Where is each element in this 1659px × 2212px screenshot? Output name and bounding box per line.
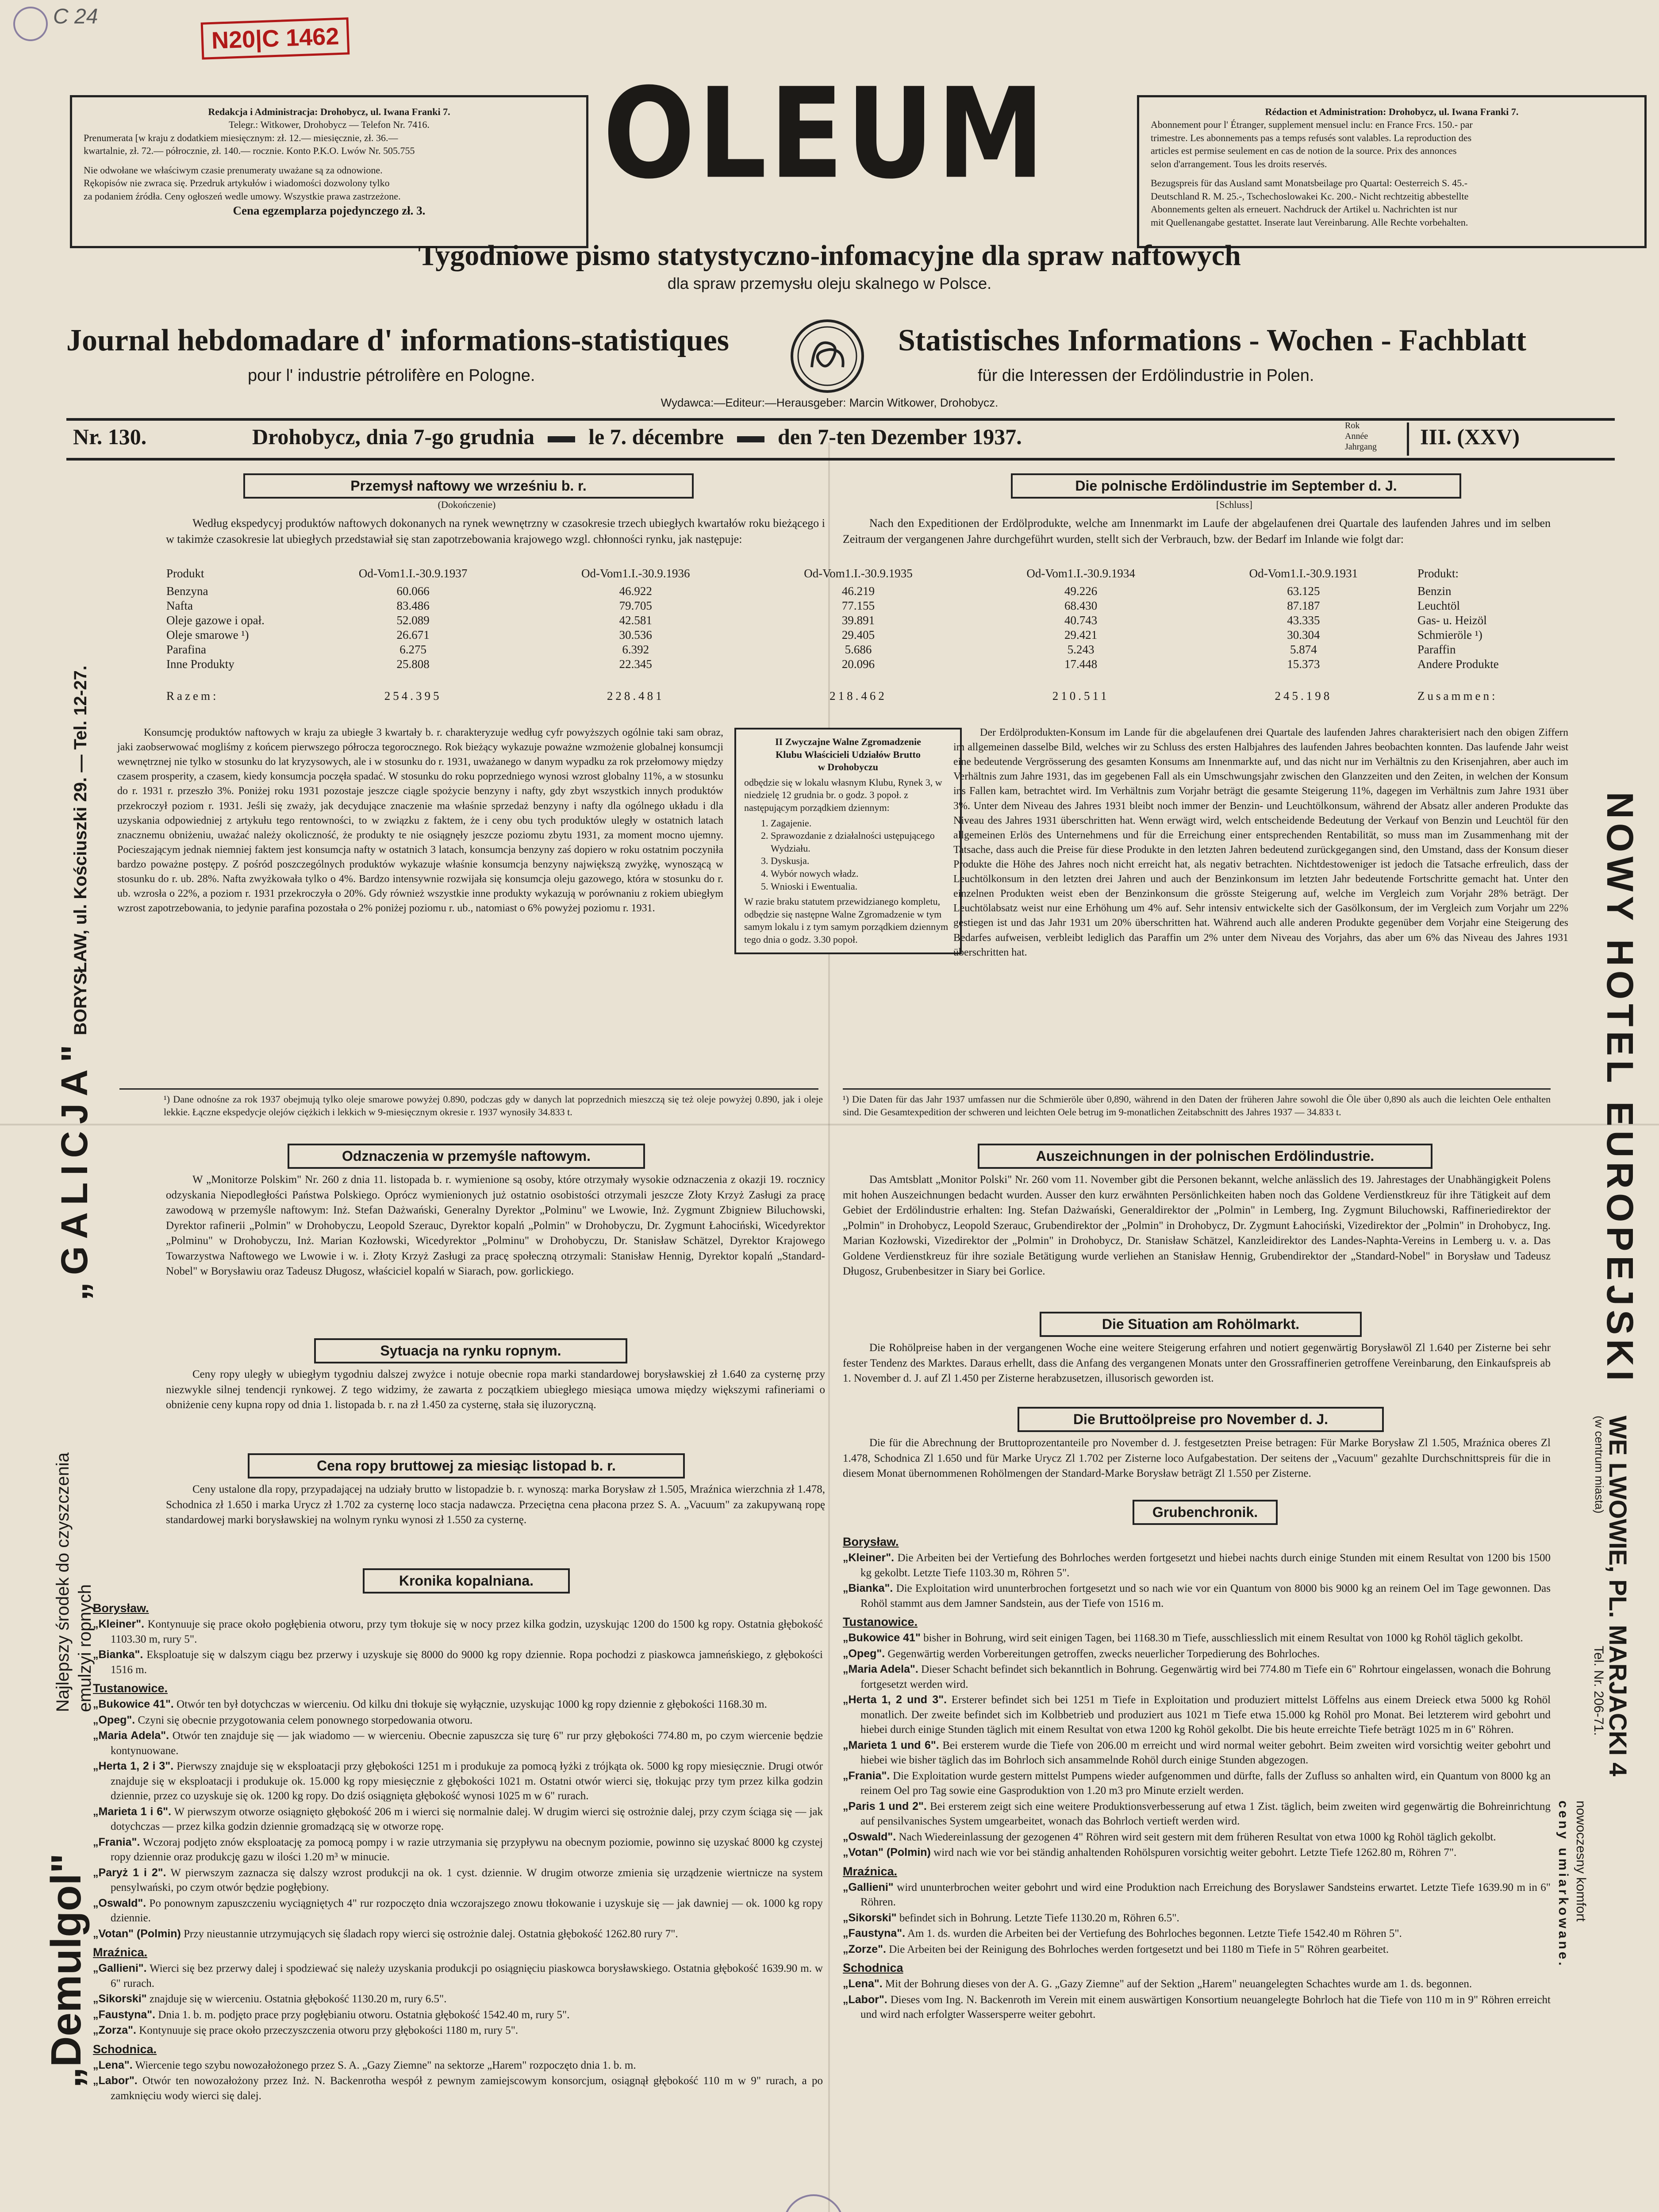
chronicle-section-heading: Mraźnica.: [843, 1864, 898, 1878]
chronicle-entry-text: Kontynuuje się prace około pogłębienia otworu, przy tym tłokuje się w nocy przez kilka godzin, uzyskując 1200 do 1500 kg ropy. Ostatnia głębokość 1103.30 m, rury 5".: [111, 1618, 823, 1645]
continued-label-right: [Schluss]: [1216, 499, 1252, 510]
chronicle-entry: [843, 1926, 1551, 1941]
table-cell: 218.462: [830, 689, 887, 703]
price-text-de: [843, 1436, 1551, 1485]
table-cell: 83.486: [396, 599, 430, 612]
chronicle-entry-text: Otwór ten był dotychczas w wierceniu. Od kilku dni tłokuje się wyłącznie, uzyskując 1000 kg ropy dziennie z głębokości 1168.30 m.: [177, 1698, 767, 1710]
chronicle-entry-text: Otwór ten znajduje się — jak wiadomo — w wierceniu. Obecnie zapuszcza się turę 6" rur przy głębokości 774.80 m, po czym wiercenie będzie kontynuowane.: [111, 1730, 823, 1757]
chronicle-entry-text: Nach Wiedereinlassung der gezogenen 4" Röhren wird seit gestern mit dem früheren Resultat von etwa 1000 kg Rohöl täglich gekolbt.: [899, 1831, 1496, 1843]
list-item: 1. Zagajenie.: [771, 817, 952, 830]
table-cell: 5.686: [845, 643, 872, 656]
table-cell: 29.405: [841, 628, 875, 641]
chronicle-entry-text: Dieses vom Ing. N. Backenroth im Verein mit einem auswärtigen Konsortium neuangelegte Bohrloch hat die Tiefe von 110 m in 9" Röhren erreicht und wird nach erfolgter Wassersperre weiter gebohrt.: [860, 1993, 1551, 2020]
mine-chronicle-de: [843, 1531, 1551, 2212]
chronicle-entry-text: Dnia 1. b. m. podjęto prace przy pogłębianiu otworu. Ostatnia głębokość 1542.40 m, rury 5".: [158, 2008, 570, 2021]
table-cell: 20.096: [841, 657, 875, 671]
info-line: Telegr.: Witkower, Drohobycz — Telefon Nr. 7416.: [229, 119, 430, 131]
chronicle-well-name: „Frania".: [843, 1769, 890, 1782]
chronicle-entry: [93, 2074, 823, 2103]
footnote-rule-right: [843, 1088, 1551, 1090]
info-line: trimestre. Les abonnements pas a temps refusés sont valables. La reproduction des: [1151, 132, 1472, 143]
ad-hotel-address: WE LWOWIE, PL. MARJACKI 4: [1604, 1416, 1632, 1777]
fold-line-vertical: [828, 442, 830, 2212]
chronicle-entry: [93, 1713, 823, 1728]
table-header: Produkt: [166, 567, 204, 580]
heading-price-pl: Cena ropy bruttowej za miesiąc listopad b. r.: [248, 1453, 685, 1479]
ad-demulgol: „Demulgol": [42, 1853, 90, 2088]
chronicle-entry-text: W pierwszym otworze osiągnięto głębokość 206 m i wierci się normalnie dalej. W drugim wierci się ostrożnie dalej, przy czym ściąga się — jak dotychczas — przez kilka godzin dziennie gromadzącą się w otworze ropę.: [111, 1805, 823, 1832]
chronicle-well-name: „Maria Adela".: [93, 1729, 169, 1742]
info-line: Bezugspreis für das Ausland samt Monatsbeilage pro Quartal: Oesterreich S. 45.-: [1151, 177, 1468, 189]
table-cell: 22.345: [619, 657, 652, 671]
table-cell: Zusammen:: [1417, 689, 1498, 703]
paragraph: Ceny ropy uległy w ubiegłym tygodniu dalszej zwyżce i notuje obecnie ropa marki standardowej borysławskiej zł 1.640 za cysternę przy niezwykle silnej tendencji rynkowej. Z tego widzimy, że zawarta z początkiem ubiegłego miesiąca umowa między większymi rafineriami o obniżenie ceny kupna ropy od dnia 1. listopada b. r. na zł 1.450 za cysternę, stała się iluzoryczną.: [166, 1368, 825, 1411]
heading-market-pl: Sytuacja na rynku ropnym.: [314, 1338, 627, 1363]
table-cell: Oleje smarowe ¹): [166, 628, 249, 641]
article-intro-left: [166, 515, 825, 551]
table-header: Od-Vom1.I.-30.9.1936: [581, 567, 690, 580]
date-german: den 7-ten Dezember 1937.: [777, 424, 1022, 449]
chronicle-entry-text: wird ununterbrochen weiter gebohrt und wird eine Produktion nach Erreichung des Boryslawer Sandsteins erwartet. Letzte Tiefe 1639.90 m in 6" Röhren.: [860, 1881, 1551, 1908]
info-line: Redakcja i Administracja: Drohobycz, ul. Iwana Franki 7.: [208, 106, 450, 117]
table-cell: 6.392: [622, 643, 649, 656]
paragraph: Nach den Expeditionen der Erdölprodukte, welche am Innenmarkt im Laufe der abgelaufenen drei Quartale des laufenden Jahres und im selben Zeitraum der vergangenen Jahre durchgeführt wurden, stellt sich der Verbrauch, bzw. der Bedarf im Inlande wie folgt dar:: [843, 517, 1551, 545]
table-cell: 15.373: [1287, 657, 1320, 671]
table-cell: 63.125: [1287, 584, 1320, 598]
ad-demulgol-desc-1: Najlepszy środek do czyszczenia: [53, 1452, 73, 1712]
chronicle-well-name: „Gallieni": [843, 1881, 894, 1893]
chronicle-section-heading: Mraźnica.: [93, 1946, 148, 1959]
table-cell: 46.219: [841, 584, 875, 598]
chronicle-entry: [93, 1805, 823, 1834]
chronicle-entry-text: bisher in Bohrung, wird seit einigen Tagen, bei 1168.30 m Tiefe, ausschliesslich mit einem Resultat von 1000 kg Rohöl täglich gekolbt.: [923, 1632, 1523, 1644]
table-cell: 40.743: [1064, 614, 1098, 627]
table-row: [164, 613, 1553, 628]
table-cell: 228.481: [607, 689, 664, 703]
chronicle-entry-text: wird nach wie vor bei ständig anhaltenden Rohölspuren vorsichtig weiter gebohrt. Letzte Tiefe 1262.80 m, Röhren 7".: [933, 1847, 1457, 1859]
year-label: Jahrgang: [1345, 442, 1377, 452]
chronicle-section-heading: Tustanowice.: [843, 1615, 918, 1628]
list-item: 2. Sprawozdanie z działalności ustępującego Wydziału.: [771, 830, 952, 855]
chronicle-section-heading: Schodnica.: [93, 2042, 157, 2056]
chronicle-entry: [93, 1759, 823, 1804]
info-line: Abonnement pour l' Étranger, supplement mensuel inclu: en France Frcs. 150.- par: [1151, 119, 1473, 131]
info-line: za podaniem źródła. Ceny ogłoszeń wedle umowy. Wszystkie prawa zastrzeżone.: [84, 190, 401, 202]
paragraph: W „Monitorze Polskim" Nr. 260 z dnia 11. listopada b. r. wymienione są osoby, które otrzymały wysokie odznaczenia z okazji 19. rocznicy odzyskania Niepodległości Państwa Polskiego. Oprócz wymienionych już ostatnio osobistości otrzymali jeszcze Złoty Krzyż Zasługi za pracę zawodową w przemyśle naftowym: Inż. Stefan Dażwański, Generalny Dyrektor „Polminu" we Lwowie, Inż. Zygmunt Zbigniew Biluchowski, Dyrektor rafinerii „Polmin" w Drohobyczu, Leopold Szerauc, Dyrektor kopalń „Polmin" w Drohobyczu, Dr. Zygmunt Łahociński, Wicedyrektor „Polminu" w Drohobyczu, Inż. Marian Kozłowski, Wicedyrektor „Polminu" w Drohobyczu, Dr. Stanisław Schätzel, Dyrektor Krajowego Towarzystwa Naftowego we Lwowie i w. i. Złoty Krzyż Zasługi za pracę społeczną otrzymali: Stanisław Hennig, Dyrektor kopalń „Standard-Nobel" w Borysławiu oraz Tadeusz Długosz, właściciel kopalń w Siarach, pow. gorlickiego.: [166, 1174, 825, 1277]
heading-awards-de: Auszeichnungen in der polnischen Erdölindustrie.: [978, 1144, 1432, 1169]
masthead-info-box-foreign: [1137, 95, 1647, 248]
notice-title: Klubu Właścicieli Udziałów Brutto: [776, 749, 921, 760]
chronicle-well-name: „Marieta 1 und 6".: [843, 1739, 939, 1751]
ad-hotel-name: NOWY HOTEL EUROPEJSKI: [1599, 792, 1641, 1386]
info-line: Deutschland R. M. 25.-, Tschechoslowakei Kc. 200.- Nicht rechtzeitig abbestellte: [1151, 190, 1469, 202]
info-line: mit Quellenangabe gestattet. Inserate laut Vereinbarung. Alle Rechte vorbehalten.: [1151, 216, 1468, 228]
paragraph: Ceny ustalone dla ropy, przypadającej na udziały brutto w listopadzie b. r. wynoszą: marka Borysław zł 1.505, Mraźnica wierzchnia zł 1.478, Schodnica zł 1.650 i marka Urycz zł 1.702 za cysternę loco stacja nadawcza. Przeciętna cena płacona przez S. A. „Vacuum" za zakupywaną ropę standardowej marki borysławskiej na wolnym rynku wynosi zł 1.550 za cysternę.: [166, 1483, 825, 1526]
chronicle-entry-text: Bei ersterem zeigt sich eine weitere Produktionsverbesserung auf etwa 1 Zist. täglich, beim zweiten wird gegenwärtig die Bohreinrichtung auf pensilvanisches System umgearbeitet, wonach das Bohrloch vertieft werden wird.: [860, 1800, 1551, 1827]
catalog-number: N20|C 1462: [201, 17, 350, 60]
table-cell: 43.335: [1287, 614, 1320, 627]
table-cell: 29.421: [1064, 628, 1098, 641]
table-cell: 26.671: [396, 628, 430, 641]
chronicle-well-name: „Oswald".: [93, 1897, 146, 1909]
table-header: Od-Vom1.I.-30.9.1934: [1026, 567, 1135, 580]
chronicle-entry-text: Eksploatuje się w dalszym ciągu bez przerwy i uzyskuje się 8000 do 9000 kg ropy dziennie. Ropa pochodzi z piaskowca jamneńskiego, z głębokości 1516 m.: [111, 1649, 823, 1676]
chronicle-well-name: „Herta 1, 2 und 3".: [843, 1694, 947, 1706]
article-heading-left: Przemysł naftowy we wrześniu b. r.: [243, 473, 694, 499]
chronicle-entry-text: Wiercenie tego szybu nowozałożonego przez S. A. „Gazy Ziemne" na sektorze „Harem" rozpoczęto dnia 1. b. m.: [135, 2059, 636, 2071]
chronicle-entry-text: befindet sich in Bohrung. Letzte Tiefe 1130.20 m, Röhren 6.5".: [899, 1912, 1179, 1924]
volume-number: III. (XXV): [1420, 424, 1520, 449]
year-labels: [1345, 420, 1377, 452]
table-cell: 60.066: [396, 584, 430, 598]
table-cell: 6.275: [399, 643, 426, 656]
chronicle-entry: [93, 1992, 823, 2007]
chronicle-entry: [843, 1942, 1551, 1957]
table-cell: Paraffin: [1417, 643, 1456, 656]
chronicle-entry: [93, 2008, 823, 2023]
list-item: 5. Wnioski i Ewentualia.: [771, 880, 952, 893]
info-line: kwartalnie, zł. 72.— półrocznie, zł. 140.— rocznie. Konto P.K.O. Lwów Nr. 505.755: [84, 145, 415, 157]
chronicle-entry: [93, 1728, 823, 1758]
chronicle-entry: [843, 1993, 1551, 2022]
chronicle-entry: [843, 1977, 1551, 1992]
chronicle-entry-text: Pierwszy znajduje się w eksploatacji przy głębokości 1251 m i produkuje za pomocą łyżki z trójkąta ok. 5000 kg ropy miesięcznie. Drugi otwór znajduje się w eksploatacji i produkuje ok. 15.000 kg ropy miesięcznie z głębokości 1021 m. Ostatni otwór wierci się, tłokując przy tym przez kilka godzin dziennie, przez co uzyskuje się ok. 1200 kg ropy. Do dziś osiągnięta głębokość wynosi 1025 m w 6" rurach.: [111, 1760, 823, 1802]
table-total-row: [164, 672, 1553, 703]
library-stamp-top: [13, 7, 48, 41]
paragraph: Według ekspedycyj produktów naftowych dokonanych na rynek wewnętrzny w czasokresie trzech ubiegłych kwartałów roku bieżącego i w takimże czasokresie lat ubiegłych przedstawiał się stan zapotrzebowania krajowego wzgl. chłonności rynku, jak następuje:: [166, 517, 825, 545]
chronicle-entry-text: Po ponownym zapuszczeniu wyciągniętych 4" rur rozpoczęto dnia wczorajszego znowu tłokowanie i uzyskuje się — jak dawniej — ok. 1000 kg ropy dziennie.: [111, 1897, 823, 1924]
paragraph: Die für die Abrechnung der Bruttoprozentanteile pro November d. J. festgesetzten Preise betragen: Für Marke Borysław Zl 1.505, Mraźnica oberes Zl 1.478, Schodnica Zl 1.650 und für Marke Urycz Zl 1.702 per Zisterne loco Aufgabestation. Der seitens der „Vacuum" gezahlte Durchschnittspreis für die in diesem Monat übernommenen Rohölmengen der Standard-Marke Borysław beträgt Zl 1.550 per Zisterne.: [843, 1437, 1551, 1479]
chronicle-entry-text: Die Exploitation wurde gestern mittelst Pumpens wieder aufgenommen und dürfte, falls der Zufluss so anhalten wird, ein Quantum von 8000 kg an reinem Oel pro Tag sowie eine Gasproduktion von 1.20 m3 pro Minute erzielt werden.: [860, 1770, 1551, 1797]
table-cell: Razem:: [166, 689, 219, 703]
table-header: Od-Vom1.I.-30.9.1937: [358, 567, 468, 580]
chronicle-entry-text: Die Arbeiten bei der Vertiefung des Bohrloches werden fortgesetzt und hiebei nachts durch einige Stunden mit einem Resultat von 1200 bis 1500 kg gekolbt. Letzte Tiefe 1103.30 m, Röhren 5".: [860, 1552, 1551, 1579]
chronicle-entry-text: Die Exploitation wird ununterbrochen fortgesetzt und so nach wie vor ein Quantum von 8000 bis 9000 kg an reinem Oel im Tage gewonnen. Das Rohöl stammt aus dem Jamner Sandstein, aus der Tiefe von 1516 m.: [860, 1582, 1551, 1609]
table-header: Od-Vom1.I.-30.9.1935: [804, 567, 913, 580]
chronicle-entry: [93, 1961, 823, 1991]
table-cell: 210.511: [1052, 689, 1110, 703]
subtitle-polish-2: dla spraw przemysłu oleju skalnego w Polsce.: [667, 274, 992, 292]
list-item: 4. Wybór nowych władz.: [771, 868, 952, 880]
chronicle-well-name: „Oswald".: [843, 1830, 896, 1843]
table-row: [164, 642, 1553, 657]
table-cell: 30.536: [619, 628, 652, 641]
table-cell: 17.448: [1064, 657, 1098, 671]
chronicle-well-name: „Bukowice 41".: [93, 1698, 174, 1710]
market-text-de: [843, 1340, 1551, 1390]
table-cell: Leuchtöl: [1417, 599, 1460, 612]
footnote-rule-left: [119, 1088, 818, 1090]
chronicle-well-name: „Votan" (Polmin): [93, 1927, 181, 1940]
chronicle-entry: [93, 1896, 823, 1926]
chronicle-entry: [843, 1647, 1551, 1662]
chronicle-well-name: „Sikorski": [93, 1993, 147, 2005]
article-intro-right: [843, 515, 1551, 551]
chronicle-entry-text: W pierwszym zaznacza się dalszy wzrost produkcji na ok. 1 cyst. dziennie. W drugim otworze zmienia się urządzenie wiertnicze na system pensylwański, po czym otwór będzie pogłębiony.: [111, 1866, 823, 1893]
footnote-right: ¹) Die Daten für das Jahr 1937 umfassen nur die Schmieröle über 0,890, während in den Daten der früheren Jahre sowohl die Öle über 0,890 als auch die leichten Oele enthalten sind. Die Gesamtexpedition der schweren und leichten Oele betrug im 9-monatlichen Zeitabschnitt des Jahres 1937 — 34.833 t.: [843, 1094, 1551, 1118]
fold-line-horizontal: [0, 1124, 1659, 1125]
chronicle-entry-text: znajduje się w wierceniu. Ostatnia głębokość 1130.20 m, rury 6.5".: [149, 1993, 447, 2005]
table-cell: 5.874: [1290, 643, 1317, 656]
table-cell: 68.430: [1064, 599, 1098, 612]
chronicle-entry-text: Am 1. ds. wurden die Arbeiten bei der Vertiefung des Bohrloches begonnen. Letzte Tiefe 1542.40 m Röhren 5".: [907, 1928, 1402, 1939]
table-cell: 79.705: [619, 599, 652, 612]
paragraph: Die Rohölpreise haben in der vergangenen Woche eine weitere Steigerung erfahren und notiert gegenwärtig Borysławöl Zl 1.640 per Zisterne bei sehr fester Tendenz des Marktes. Daraus erhellt, dass die Anfang des vergangenen Monats unter den Grossraffinerien getroffene Vereinbarung, den Einkaufspreis ab 1. November d. J. auf Zl 1.450 per Zisterne herabzusetzen, illusorisch geworden ist.: [843, 1342, 1551, 1384]
chronicle-section-heading: Schodnica: [843, 1961, 903, 1974]
chronicle-well-name: „Faustyna".: [93, 2008, 156, 2021]
table-header: Produkt:: [1417, 567, 1459, 580]
ad-hotel-prices: ceny umiarkowane.: [1556, 1801, 1571, 1968]
table-cell: 87.187: [1287, 599, 1320, 612]
heading-market-de: Die Situation am Rohölmarkt.: [1040, 1312, 1362, 1337]
paragraph: Konsumcję produktów naftowych w kraju za ubiegłe 3 kwartały b. r. charakteryzuje według cyfr powyższych ogólnie taki sam obraz, jaki zaobserwować mogliśmy z końcem pierwszego półrocza tegorocznego. Rok bieżący wykazuje poważne wzmożenie globalnej konsumcji wewnętrznej nie tylko w stosunku do lat kryzysowych, ale i w stosunku do r. 1931, uważanego w danym wypadku za rok przełomowy między czasem prosperity, a czasem, kiedy konsumcja poczęła spadać. W stosunku do roku poprzedniego wynosi wzrost globalny 11%, a w stosunku do r. 1931 r. przeszło 3%. Poniżej roku 1931 pozostaje jeszcze ciągle spożycie benzyny i nafty, gdy zbyt wszystkich innych produktów przekroczył poziom r. 1931. Jeśli się zważy, jak decydujące znaczenie ma właśnie sprzedaż benzyny i nafty dla ogólnego układu i dla uzyskania odpowiedniej z artykułu tego rentowności, to w związku z faktem, że i ceny obu tych produktów uległy w ostatnich latach znacznemu obniżeniu, uważać należy okoliczność, że produkty te nie osiągnęły jeszcze poziomu zbytu 1931, za moment mocno ujemny. Pocieszającym jednak niemniej faktem jest konsumcja nafty w ostatnich 3 latach, konsumcja benzyny zaś dopiero w roku ostatnim poczyniła bardzo poważne postępy. Z pośród poszczególnych produktów wykazuje właśnie konsumcja benzyny największą zwyżkę, wynoszącą w stosunku do r. ub. 28%. Nafta zwyżkowała tylko o 4%. Bardzo intensywnie rozwijała się konsumcja oleju gazowego, która w stosunku do r. ub. wzrosła o 22%, a poziom r. 1931 przekroczyła o 20%. Gdy również wszystkie inne produkty wykazują w porównaniu z rokiem ubiegłym wzrost zapotrzebowania, to jedynie parafina pozostała o 2% poniżej poziomu r. ub., natomiast o 6% powyżej poziomu r. 1931.: [117, 727, 723, 914]
ad-hotel-center: (w centrum miasta): [1593, 1416, 1606, 1514]
heading-price-de: Die Bruttoölpreise pro November d. J.: [1018, 1407, 1384, 1432]
ad-hotel-comfort: nowoczesny komfort: [1574, 1801, 1588, 1922]
chronicle-entry-text: Wczoraj podjęto znów eksploatację za pomocą pompy i w razie utrzymania się przypływu na obecnym poziomie, powinno się uzyskać 8000 kg czystej ropy dziennie oraz produkcję gazu w ilości 1.20 m³ w minucie.: [111, 1836, 823, 1863]
notice-text: W razie braku statutem przewidzianego kompletu, odbędzie się następne Walne Zgromadzenie w tym samym lokalu i z tym samym porządkiem dziennym tego dnia o godz. 3.30 popoł.: [744, 896, 949, 945]
chronicle-well-name: „Lena".: [93, 2058, 133, 2071]
volume-divider: [1407, 422, 1409, 456]
table-cell: 30.304: [1287, 628, 1320, 641]
info-line: Rédaction et Administration: Drohobycz, ul. Iwana Franki 7.: [1265, 106, 1519, 117]
notice-title: w Drohobyczu: [818, 761, 878, 773]
info-line: Abonnements gelten als erneuert. Nachdruck der Artikel u. Nachrichten ist nur: [1151, 204, 1457, 215]
chronicle-entry-text: Przy nieustannie utrzymujących się śladach ropy wierci się ostrożnie dalej. Ostatnia głębokość 1262.80 rury 7".: [184, 1928, 678, 1940]
market-text-pl: [166, 1367, 825, 1417]
table-cell: Inne Produkty: [166, 657, 234, 671]
table-cell: Schmieröle ¹): [1417, 628, 1482, 641]
chronicle-well-name: „Lena".: [843, 1978, 883, 1990]
awards-text-pl: [166, 1172, 825, 1283]
subtitle-german: für die Interessen der Erdölindustrie in Polen.: [978, 366, 1314, 385]
chronicle-entry-text: Bei ersterem wurde die Tiefe von 206.00 m erreicht und wird normal weiter gebohrt. Beim zweiten wird vorsichtig weiter gebohrt und hiebei wie bisher täglich das im Bohrloch sich ansammelnde Rohöl durch einige Stunden abgezogen.: [860, 1739, 1551, 1766]
chronicle-entry-text: Dieser Schacht befindet sich bekanntlich in Bohrung. Gegenwärtig wird bei 774.80 m Tiefe ein 6" Rohrtour eingelassen, wonach die Bohrung fortgesetzt werden wird.: [860, 1663, 1551, 1690]
info-line: Cena egzemplarza pojedynczego zł. 3.: [233, 204, 426, 218]
chronicle-well-name: „Faustyna".: [843, 1927, 906, 1939]
paragraph: Das Amtsblatt „Monitor Polski" Nr. 260 vom 11. November gibt die Personen bekannt, welche anlässlich des 19. Jahrestages der Unabhängigkeit Polens mit hohen Auszeichnungen bedacht wurden. Ausser den kurz erwähnten Persönlichkeiten haben noch das Goldene Verdienstkreuz für ihre Tätigkeit auf dem Gebiet der Erdölindustrie erhalten: Ing. Stefan Dażwański, Generaldirektor der „Polmin" in Lemberg, Ing. Zygmunt Biluchowski, Raffineriedirektor der „Polmin" in Drohobycz, Leopold Szerauc, Grubendirektor der „Polmin" in Drohobycz, Dr. Zygmunt Łahociński, Vizedirektor der „Polmin" in Drohobycz, Ing. Marian Kozłowski, Vizedirektor der „Polmin" in Drohobycz, Dr. Stanisław Schätzel, Kanzleidirektor des Landes-Naphta-Vereins in Lemberg u. v. a. Das Goldene Verdienstkreuz für ihre soziale Betätigung wurde verliehen an Stanisław Hennig, Grubendirektor der „Standard-Nobel" in Borysław und Tadeusz Długosz, Grubenbesitzer in Siary bei Gorlice.: [843, 1174, 1551, 1277]
dateline-dash: [548, 436, 575, 442]
table-cell: 25.808: [396, 657, 430, 671]
awards-text-de: [843, 1172, 1551, 1283]
chronicle-well-name: „Opeg".: [93, 1713, 135, 1726]
table-cell: 42.581: [619, 614, 652, 627]
chronicle-well-name: „Zorza".: [93, 2024, 136, 2036]
chronicle-entry-text: Die Arbeiten bei der Reinigung des Bohrloches werden fortgesetzt und bei 1180 m Tiefe in 5" Röhren gearbeitet.: [889, 1943, 1389, 1955]
dateline-rule-top: [66, 418, 1615, 421]
dateline-dash: [737, 436, 764, 442]
chronicle-section-heading: Borysław.: [93, 1601, 149, 1615]
chronicle-well-name: „Paris 1 und 2".: [843, 1800, 927, 1813]
info-line: Rękopisów nie zwraca się. Przedruk artykułów i wiadomości dozwolony tylko: [84, 177, 390, 189]
chronicle-entry: [93, 1927, 823, 1942]
ad-galicja: „GALICJA": [54, 1037, 95, 1301]
chronicle-entry: [93, 1866, 823, 1895]
dateline: [252, 424, 1022, 449]
table-cell: 52.089: [396, 614, 430, 627]
subtitle-french: pour l' industrie pétrolifère en Pologne.: [248, 366, 535, 385]
chronicle-entry: [843, 1581, 1551, 1611]
chronicle-entry-text: Gegenwärtig werden Vorbereitungen getroffen, zwecks neuerlicher Torpedierung des Bohrloches.: [887, 1647, 1320, 1660]
info-line: Prenumerata [w kraju z dodatkiem miesięcznym: zł. 12.— miesięcznie, zł. 36.—: [84, 132, 398, 143]
notice-text: odbędzie się w lokalu własnym Klubu, Rynek 3, w niedzielę 12 grudnia br. o godz. 3 popoł. z następującym porządkiem dziennym:: [744, 776, 942, 813]
table-cell: Benzyna: [166, 584, 208, 598]
pencil-mark: C 24: [53, 5, 98, 28]
price-text-pl: [166, 1482, 825, 1532]
table-header: Od-Vom1.I.-30.9.1931: [1249, 567, 1358, 580]
chronicle-well-name: „Sikorski": [843, 1911, 897, 1924]
chronicle-entry: [843, 1911, 1551, 1926]
chronicle-well-name: „Bianka".: [93, 1648, 143, 1661]
info-line: Nie odwołane we właściwym czasie prenumeraty uważane są za odnowione.: [84, 164, 383, 176]
chronicle-well-name: „Kleiner".: [93, 1618, 145, 1630]
table-cell: Oleje gazowe i opał.: [166, 614, 265, 627]
mine-chronicle-pl: [93, 1597, 823, 2212]
chronicle-well-name: „Opeg".: [843, 1647, 885, 1660]
chronicle-well-name: „Kleiner".: [843, 1551, 895, 1564]
masthead-info-box-polish: [70, 95, 588, 248]
chronicle-well-name: „Herta 1, 2 i 3".: [93, 1760, 174, 1772]
newspaper-title: OLEUM: [603, 61, 1048, 207]
chronicle-well-name: „Votan" (Polmin): [843, 1846, 931, 1859]
chronicle-entry-text: Wierci się bez przerwy dalej i spodziewać się należy uzyskania produkcji po osiągnięciu piaskowca borysławskiego. Ostatnia głębokość 1639.90 m. w 6" rurach.: [111, 1962, 823, 1989]
chronicle-well-name: „Bianka".: [843, 1582, 893, 1594]
notice-title: II Zwyczajne Walne Zgromadzenie: [775, 736, 921, 747]
issue-number: Nr. 130.: [73, 424, 147, 449]
table-cell: 245.198: [1275, 689, 1333, 703]
chronicle-entry: [843, 1693, 1551, 1737]
ad-galicja-address: BORYSŁAW, ul. Kościuszki 29. — Tel. 12-27.: [71, 665, 90, 1035]
table-cell: Nafta: [166, 599, 193, 612]
chronicle-entry: [93, 1697, 823, 1712]
chronicle-entry: [93, 1835, 823, 1865]
chronicle-entry-text: Kontynuuje się prace około przeczyszczenia otworu przy głębokości 1180 m, rury 5".: [139, 2024, 518, 2036]
chronicle-well-name: „Maria Adela".: [843, 1663, 918, 1675]
table-cell: 46.922: [619, 584, 652, 598]
info-line: selon d'arrangement. Tous les droits reservés.: [1151, 158, 1327, 169]
table-row: [164, 599, 1553, 613]
title-french: Journal hebdomadare d' informations-statistiques: [66, 323, 730, 357]
chronicle-entry: [843, 1845, 1551, 1860]
info-line: articles est permise seulement en cas de notion de la source. Prix des annonces: [1151, 145, 1457, 157]
chronicle-entry-text: Mit der Bohrung dieses von der A. G. „Gazy Ziemne" auf der Sektion „Harem" neuangelegten Schachtes wurde am 1. ds. begonnen.: [885, 1978, 1472, 1990]
chronicle-entry: [93, 2023, 823, 2038]
chronicle-well-name: „Bukowice 41": [843, 1632, 921, 1644]
table-cell: Parafina: [166, 643, 206, 656]
table-cell: Benzin: [1417, 584, 1452, 598]
chronicle-entry: [93, 2058, 823, 2073]
table-cell: 254.395: [384, 689, 442, 703]
consumption-table: [164, 566, 1553, 703]
date-french: le 7. décembre: [588, 424, 724, 449]
chronicle-well-name: „Labor".: [843, 1993, 887, 2006]
chronicle-entry: [93, 1647, 823, 1677]
chronicle-section-heading: Tustanowice.: [93, 1682, 168, 1695]
dateline-rule-bottom: [66, 458, 1615, 461]
table-cell: Gas- u. Heizöl: [1417, 614, 1487, 627]
publisher-emblem-icon: [787, 316, 867, 396]
heading-chronicle-de: Grubenchronik.: [1133, 1500, 1278, 1525]
chronicle-entry: [843, 1738, 1551, 1768]
continued-label-left: (Dokończenie): [438, 499, 496, 510]
chronicle-entry-text: Otwór ten nowozałożony przez Inż. N. Backenrotha wespół z pewnym zamiejscowym konsorcjum, osiągnął głębokość 110 m w 9" rurach, a po zamknięciu wody wierci się dalej.: [111, 2075, 823, 2102]
chronicle-entry: [843, 1662, 1551, 1692]
table-cell: Andere Produkte: [1417, 657, 1499, 671]
list-item: 3. Dyskusja.: [771, 855, 952, 868]
table-cell: 39.891: [841, 614, 875, 627]
chronicle-well-name: „Marieta 1 i 6".: [93, 1805, 171, 1818]
table-row: [164, 628, 1553, 642]
year-label: Rok: [1345, 421, 1360, 430]
ad-hotel-phone: Tel. Nr. 206-71.: [1591, 1646, 1606, 1736]
subtitle-polish: Tygodniowe pismo statystyczno-infomacyjne dla spraw naftowych: [418, 239, 1241, 272]
chronicle-well-name: „Labor".: [93, 2074, 138, 2087]
chronicle-well-name: „Paryż 1 i 2".: [93, 1866, 166, 1879]
chronicle-well-name: „Frania".: [93, 1836, 140, 1848]
ad-demulgol-desc-2: emulzyi ropnych: [75, 1584, 95, 1712]
heading-awards-pl: Odznaczenia w przemyśle naftowym.: [288, 1144, 645, 1169]
title-german: Statistisches Informations - Wochen - Fachblatt: [898, 323, 1527, 357]
meeting-notice: [734, 728, 962, 954]
chronicle-entry: [843, 1830, 1551, 1845]
chronicle-entry: [93, 1617, 823, 1647]
paragraph: Der Erdölprodukten-Konsum im Lande für die abgelaufenen drei Quartale des laufenden Jahres charakterisiert nach den obigen Ziffern im allgemeinen dasselbe Bild, welches wir zu Schluss des ersten Halbjahres des laufenden Jahres beobachten konnten. Das laufende Jahr weist eine bedeutende Vergrösserung des gesamten Konsums am Innenmarkte auf, und das nicht nur im Verhältnis zu den Krisenjahren, aber auch im Verhältnis zum Jahre 1931, das im gegebenen Fall als ein Umschwungsjahr zwischen den Glanzzeiten und den Zeiten, in welchen der Konsum ins Fallen kam, betrachtet wird. Im Verhältnis zum Vorjahr beträgt die gesamte Steigerung 11%, dagegen im Verhältnis zum Jahre 1931 über 3%. Unter dem Niveau des Jahres 1931 bleibt noch immer der Benzin- und Leuchtölkonsum, während der Absatz aller anderen Produkte das Niveau des Jahres 1931 überschritten hat. Wenn erwägt wird, welch entscheidende Bedeutung der Verkauf von Benzin und Leuchtöl für den allgemeinen Erlös des Unternehmens und für die Erreichung einer entsprechenden Rentabilität, so muss man im Zusammenhang mit der Tatsache, dass auch die Preise für diese Produkte in den letzten Jahren bedeutend zurückgegangen sind, den Umstand, dass der Konsum dieser Produkte die Höhe des Jahres noch nicht erreicht hat, als negativ betrachten. Nichtdestoweniger ist jedoch die Tatsache erfreulich, dass der Leuchtölkonsum in den letzten drei Jahren und auch der Benzinkonsum im letzten Jahr bedeutende Fortschritte gemacht hat. Unter den einzelnen Produkten weist eben der Benzinkonsum die grösste Steigerung auf, welche im Vergleich zum Vorjahr 28% beträgt. Der Leuchtölabsatz weist nur eine Erhöhung um 4% auf. Sehr intensiv entwickelte sich der Gasölkonsum, der im Vergleich zum Vorjahr um 22% gestiegen ist und das Jahr 1931 um 20% überschritten hat. Während auch alle anderen Produkte gegenüber dem Vorjahr eine Steigerung des Bedarfes aufweisen, verbleibt lediglich das Paraffin um 2% unter dem Niveau des Vorjahrs, das aber um 6% das Niveau des Jahres 1931 überschritten hat.: [953, 727, 1568, 958]
chronicle-well-name: „Gallieni".: [93, 1962, 147, 1974]
table-row: [164, 584, 1553, 599]
chronicle-entry: [843, 1880, 1551, 1910]
article-body-left: [117, 726, 723, 919]
chronicle-entry-text: Ersterer befindet sich bei 1251 m Tiefe in Exploitation und produziert mittelst Löffelns aus einem Dreieck etwa 5000 kg Rohöl monatlich. Der zweite befindet sich im Kolbbetrieb und produziert aus 1021 m Tiefe etwa 15.000 kg Rohöl pro Monat. Bei letzterem wird gebohrt und hiebei durch einige Stunden täglich mit einem Resultat von etwa 1200 kg Rohöl gekolbt. Die bis heute erreichte Tiefe beträgt 1025 m in 6" Röhren.: [860, 1694, 1551, 1736]
table-cell: 49.226: [1064, 584, 1098, 598]
date-polish: Drohobycz, dnia 7-go grudnia: [252, 424, 535, 449]
table-header-row: [164, 566, 1553, 584]
article-body-right: [953, 726, 1568, 964]
notice-agenda: [771, 817, 952, 893]
chronicle-entry: [843, 1799, 1551, 1829]
heading-chronicle-pl: Kronika kopalniana.: [363, 1568, 570, 1594]
chronicle-entry-text: Czyni się obecnie przygotowania celem ponownego storpedowania otworu.: [138, 1714, 473, 1726]
chronicle-well-name: „Zorze".: [843, 1943, 886, 1955]
chronicle-entry: [843, 1769, 1551, 1798]
article-heading-right: Die polnische Erdölindustrie im September d. J.: [1011, 473, 1461, 499]
year-label: Année: [1345, 431, 1368, 441]
chronicle-section-heading: Borysław.: [843, 1535, 899, 1548]
publisher-line: Wydawca:—Editeur:—Herausgeber: Marcin Witkower, Drohobycz.: [661, 396, 998, 409]
chronicle-entry: [843, 1551, 1551, 1580]
chronicle-entry: [843, 1631, 1551, 1646]
table-cell: 5.243: [1067, 643, 1094, 656]
footnote-left: ¹) Dane odnośne za rok 1937 obejmują tylko oleje smarowe powyżej 0.890, podczas gdy w danych lat poprzednich mieszczą się też oleje powyżej 0.890, jak i oleje lekkie. Łączne ekspedycje olejów ciężkich i lekkich w 9-miesięcznym okresie r. 1937 wynosiły 34.833 t.: [164, 1094, 823, 1118]
table-cell: 77.155: [841, 599, 875, 612]
table-row: [164, 657, 1553, 672]
